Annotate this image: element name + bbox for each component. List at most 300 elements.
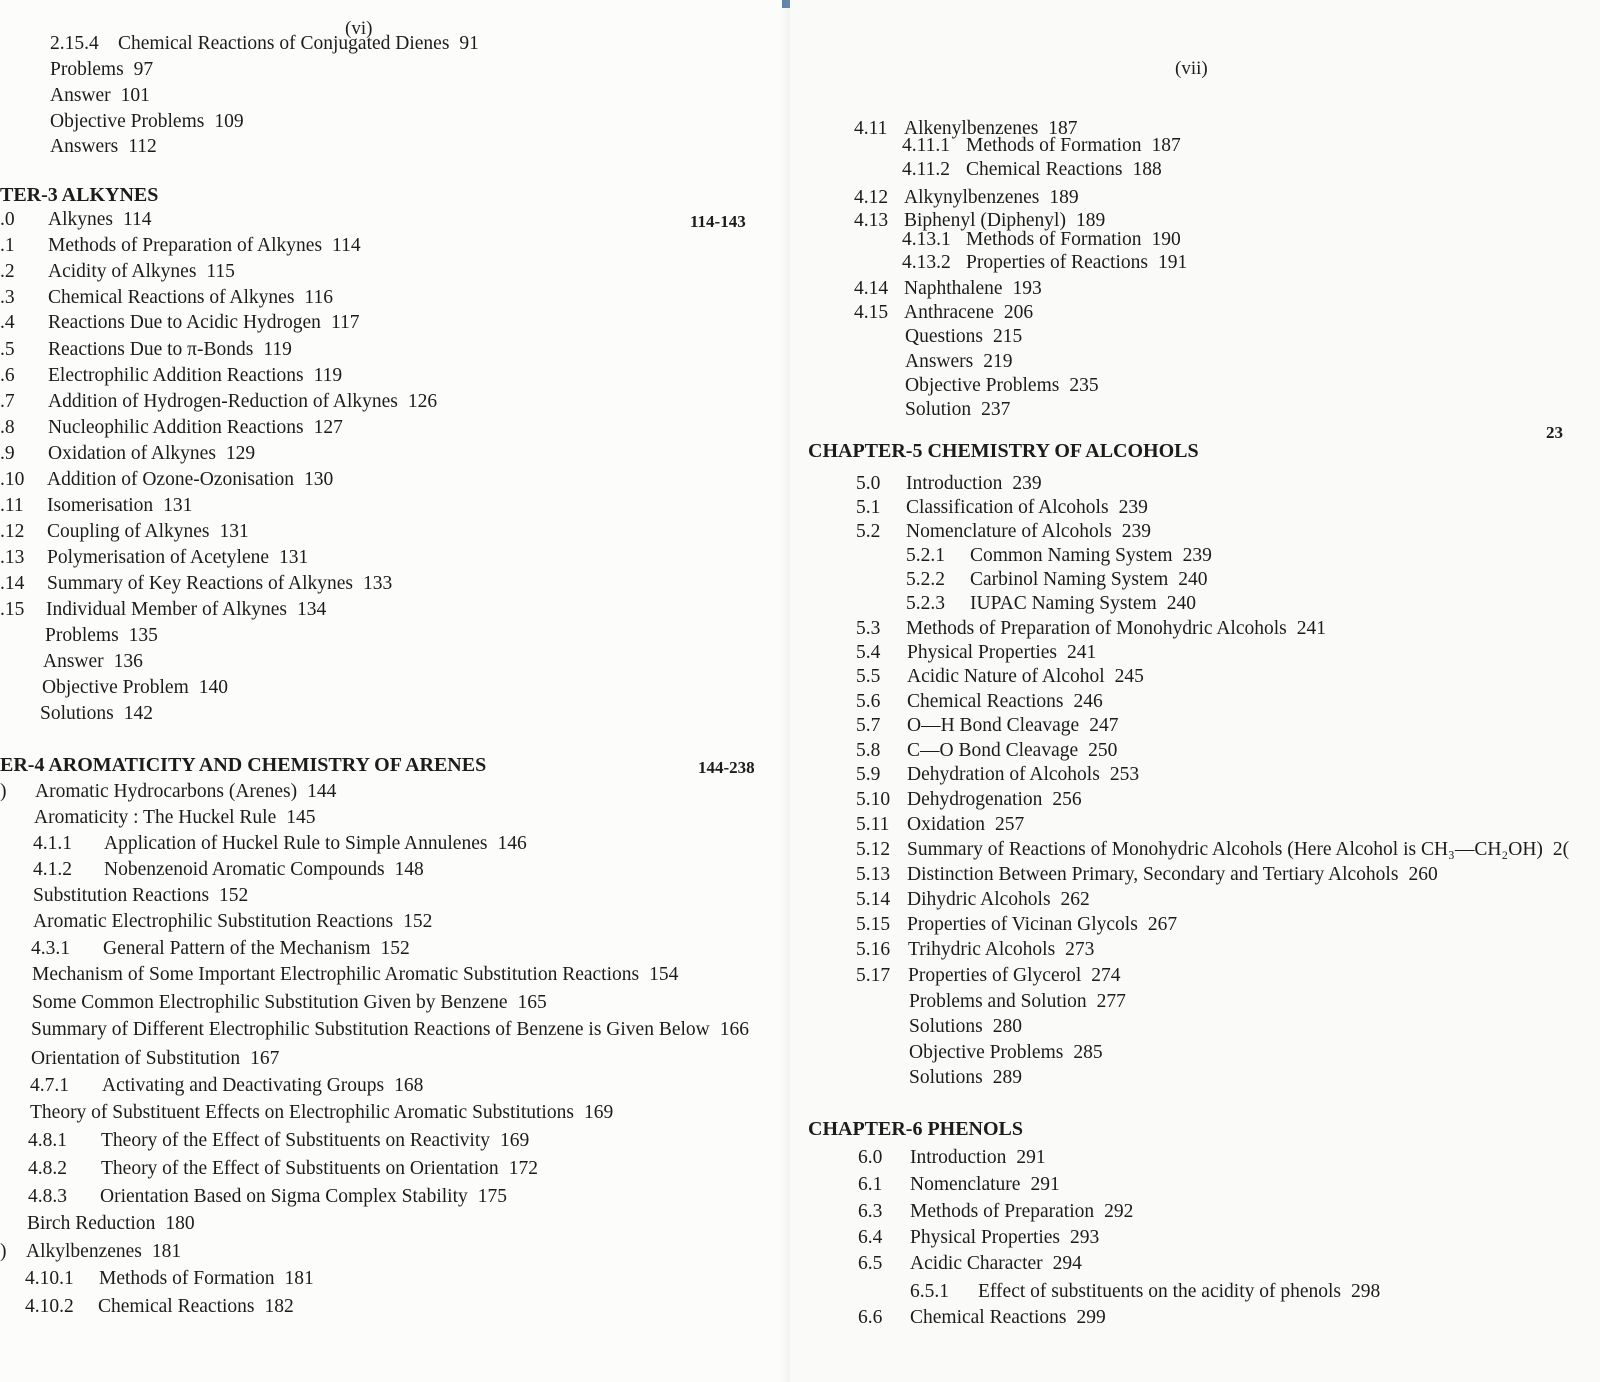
page-reference: 285	[1073, 1042, 1103, 1063]
entry-text	[33, 910, 432, 934]
entry-text	[118, 32, 479, 56]
section-title: Substitution Reactions	[33, 885, 210, 906]
section-title: Solutions	[909, 1067, 983, 1088]
entry-text	[910, 1173, 1060, 1197]
page-reference: 206	[1003, 302, 1034, 323]
section-number: 4.11.1	[902, 135, 951, 156]
page-reference: 172	[508, 1158, 538, 1179]
section-title: Electrophilic Addition Reactions	[48, 365, 304, 386]
section-title: Chemical Reactions	[966, 159, 1123, 180]
page-reference: 135	[128, 625, 158, 646]
section-number: 4.1.1	[33, 833, 72, 854]
entry-text	[30, 1101, 613, 1125]
section-number: 4.1.2	[33, 859, 72, 880]
section-title: Alkenylbenzenes	[904, 118, 1039, 139]
entry-text	[910, 1306, 1106, 1330]
entry-text	[48, 338, 292, 362]
page-reference: 165	[517, 992, 547, 1013]
page-reference: 240	[1178, 569, 1208, 590]
section-title: Summary of Reactions of Monohydric Alcohols (Here Alcohol is CH₃—CH₂OH)	[907, 839, 1543, 860]
section-title: Chemical Reactions of Conjugated Dienes	[118, 33, 450, 54]
section-title: IUPAC Naming System	[970, 593, 1157, 614]
section-title: Properties of Vicinan Glycols	[907, 914, 1138, 935]
page-reference: 239	[1012, 473, 1042, 494]
entry-text	[48, 286, 333, 310]
section-number: 2.15.4	[50, 33, 99, 54]
section-title: Coupling of Alkynes	[47, 521, 210, 542]
entry-text	[100, 1185, 507, 1209]
section-title: Physical Properties	[910, 1227, 1061, 1248]
section-number: 4.14	[854, 278, 889, 299]
entry-text	[908, 964, 1121, 988]
section-number: 4.12	[854, 187, 889, 208]
section-number: 4.15	[854, 302, 889, 323]
section-title: Orientation of Substitution	[31, 1048, 241, 1069]
section-number: 4.8.3	[28, 1186, 67, 1207]
entry-text	[907, 739, 1117, 763]
section-number: 5.7	[856, 715, 881, 736]
page-number: (vii)	[1175, 58, 1208, 79]
section-number: 6.6	[858, 1307, 883, 1328]
page-reference: 152	[219, 885, 249, 906]
entry-text	[35, 780, 336, 804]
page-reference: 97	[133, 59, 154, 80]
page-reference: 117	[330, 312, 360, 333]
page-number: (vi)	[345, 18, 373, 39]
section-number: .0	[0, 209, 15, 230]
entry-text	[26, 1240, 181, 1264]
section-title: Theory of the Effect of Substituents on Orientation	[101, 1158, 499, 1179]
entry-text	[904, 277, 1042, 301]
section-title: Chemical Reactions of Alkynes	[48, 287, 295, 308]
section-title: Methods of Preparation	[910, 1201, 1095, 1222]
page-reference: 169	[583, 1102, 614, 1123]
section-title: Introduction	[906, 473, 1003, 494]
section-title: Dehydration of Alcohols	[907, 764, 1100, 785]
section-title: Oxidation of Alkynes	[48, 443, 216, 464]
page-reference: 187	[1048, 118, 1078, 139]
section-title: Isomerisation	[47, 495, 154, 516]
page-reference: 289	[992, 1067, 1022, 1088]
section-number: 6.5.1	[910, 1281, 949, 1302]
entry-text	[48, 208, 152, 232]
section-title: C—O Bond Cleavage	[907, 740, 1079, 761]
section-number: 4.10.1	[25, 1268, 74, 1289]
chapter-5-heading: CHAPTER-5 CHEMISTRY OF ALCOHOLS	[808, 440, 1199, 462]
section-title: Problems	[50, 59, 124, 80]
entry-text	[48, 364, 342, 388]
section-title: Theory of the Effect of Substituents on Reactivity	[101, 1130, 491, 1151]
page-reference: 142	[123, 703, 153, 724]
chapter-3-heading: TER-3 ALKYNES	[0, 184, 159, 206]
page-reference: 241	[1296, 618, 1326, 639]
section-title: Trihydric Alcohols	[908, 939, 1056, 960]
section-number: 6.1	[858, 1174, 883, 1195]
section-title: Nomenclature	[910, 1174, 1021, 1195]
entry-text	[907, 788, 1082, 812]
section-title: Methods of Formation	[99, 1268, 275, 1289]
section-title: Methods of Formation	[966, 229, 1142, 250]
page-reference: 168	[394, 1075, 424, 1096]
section-number: .6	[0, 365, 15, 386]
entry-text	[48, 390, 437, 414]
page-reference: 112	[128, 136, 157, 157]
section-number: .13	[0, 547, 25, 568]
entry-text	[46, 598, 326, 622]
section-number: .5	[0, 339, 15, 360]
page-reference: 277	[1096, 991, 1126, 1012]
page-reference: 181	[151, 1241, 182, 1262]
section-title: O—H Bond Cleavage	[907, 715, 1080, 736]
section-number: 5.9	[856, 764, 881, 785]
entry-text	[99, 1267, 314, 1291]
page-reference: 189	[1075, 210, 1106, 231]
entry-text	[47, 572, 392, 596]
entry-text	[910, 1146, 1046, 1170]
section-title: Some Common Electrophilic Substitution Given by Benzene	[32, 992, 508, 1013]
section-title: Answers	[50, 136, 119, 157]
section-number: 5.10	[856, 789, 891, 810]
section-title: Application of Huckel Rule to Simple Annulenes	[104, 833, 488, 854]
section-number: 5.4	[856, 642, 881, 663]
page-reference: 119	[263, 339, 292, 360]
entry-text	[50, 84, 150, 108]
entry-text	[48, 311, 359, 335]
section-title: Methods of Preparation of Monohydric Alcohols	[906, 618, 1287, 639]
page-reference: 140	[198, 677, 229, 698]
page-reference: 260	[1408, 864, 1438, 885]
page-reference: 126	[407, 391, 438, 412]
page-reference: 119	[313, 365, 343, 386]
entry-text	[104, 832, 527, 856]
section-title: Solutions	[40, 703, 114, 724]
entry-text	[906, 617, 1326, 641]
section-number: 5.11	[856, 814, 890, 835]
page-reference: 193	[1012, 278, 1042, 299]
page-reference: 127	[313, 417, 343, 438]
entry-text	[907, 813, 1024, 837]
entry-text	[47, 546, 308, 570]
page-reference: 240	[1166, 593, 1196, 614]
entry-text	[45, 624, 158, 648]
section-number: .7	[0, 391, 15, 412]
section-number: 6.3	[858, 1201, 883, 1222]
page-reference: 262	[1060, 889, 1090, 910]
section-title: Dihydric Alcohols	[907, 889, 1051, 910]
section-title: Objective Problems	[905, 375, 1060, 396]
section-number: .14	[0, 573, 25, 594]
section-title: Alkylbenzenes	[26, 1241, 142, 1262]
entry-text	[32, 991, 547, 1015]
section-number: 5.12	[856, 839, 891, 860]
page-reference: 129	[225, 443, 256, 464]
entry-text	[910, 1252, 1082, 1276]
chapter-5-page-range: 23	[1546, 423, 1563, 442]
section-number: .1	[0, 235, 15, 256]
entry-text	[904, 301, 1033, 325]
page-reference: 181	[284, 1268, 314, 1289]
section-number: 4.13.2	[902, 252, 951, 273]
page-reference: 256	[1052, 789, 1082, 810]
entry-text	[50, 135, 157, 159]
page-reference: 187	[1151, 135, 1181, 156]
entry-text	[48, 260, 235, 284]
section-title: Aromatic Hydrocarbons (Arenes)	[35, 781, 298, 802]
entry-text	[48, 442, 255, 466]
section-title: Alkynylbenzenes	[904, 187, 1040, 208]
page-reference: 235	[1069, 375, 1099, 396]
page-reference: 146	[497, 833, 527, 854]
page-reference: 191	[1157, 252, 1188, 273]
section-number: 5.17	[856, 965, 891, 986]
entry-text	[50, 110, 244, 134]
entry-text	[907, 863, 1438, 887]
section-number: )	[0, 781, 7, 802]
section-title: Chemical Reactions	[907, 691, 1064, 712]
page-reference: 131	[279, 547, 309, 568]
section-title: Addition of Hydrogen-Reduction of Alkynes	[48, 391, 398, 412]
page-reference: 154	[649, 964, 679, 985]
page-reference: 131	[219, 521, 249, 542]
entry-text	[907, 838, 1569, 862]
section-title: Chemical Reactions	[910, 1307, 1067, 1328]
chapter-4-page-range: 144-238	[698, 758, 755, 777]
entry-text	[905, 350, 1013, 374]
entry-text	[104, 858, 424, 882]
section-number: 5.3	[856, 618, 881, 639]
section-title: Summary of Different Electrophilic Substitution Reactions of Benzene is Given Below	[31, 1019, 710, 1040]
page-reference: 241	[1067, 642, 1097, 663]
entry-text	[909, 1041, 1103, 1065]
entry-text	[42, 676, 228, 700]
section-title: Nomenclature of Alcohols	[906, 521, 1112, 542]
section-number: .11	[0, 495, 24, 516]
section-title: Biphenyl (Diphenyl)	[904, 210, 1066, 231]
section-title: Answer	[50, 85, 111, 106]
section-number: 5.2.2	[906, 569, 945, 590]
entry-text	[101, 1129, 529, 1153]
page-reference: 115	[206, 261, 235, 282]
entry-text	[904, 186, 1079, 210]
entry-text	[50, 58, 153, 82]
entry-text	[909, 1015, 1022, 1039]
entry-text	[33, 884, 248, 908]
section-title: Anthracene	[904, 302, 994, 323]
entry-text	[966, 228, 1181, 252]
right-page	[790, 0, 1600, 1382]
page-reference: 133	[363, 573, 393, 594]
section-number: 5.16	[856, 939, 891, 960]
page-reference: 239	[1121, 521, 1152, 542]
page-reference: 114	[332, 235, 361, 256]
section-title: Methods of Preparation of Alkynes	[48, 235, 323, 256]
section-number: .12	[0, 521, 25, 542]
page-reference: 239	[1118, 497, 1148, 518]
entry-text	[905, 325, 1022, 349]
entry-text	[905, 374, 1099, 398]
chapter-3-page-range: 114-143	[690, 212, 746, 231]
section-title: Acidic Nature of Alcohol	[907, 666, 1105, 687]
entry-text	[907, 888, 1090, 912]
page-reference: 152	[380, 938, 410, 959]
entry-text	[978, 1280, 1380, 1304]
section-number: 6.4	[858, 1227, 883, 1248]
entry-text	[909, 1066, 1022, 1090]
section-title: Acidity of Alkynes	[48, 261, 197, 282]
section-title: Mechanism of Some Important Electrophilic Aromatic Substitution Reactions	[32, 964, 640, 985]
page-reference: 267	[1147, 914, 1178, 935]
section-number: 4.3.1	[31, 938, 70, 959]
entry-text	[966, 158, 1162, 182]
section-title: Summary of Key Reactions of Alkynes	[47, 573, 353, 594]
section-number: 4.11.2	[902, 159, 951, 180]
section-title: Problems and Solution	[909, 991, 1087, 1012]
entry-text	[907, 763, 1139, 787]
entry-text	[966, 251, 1187, 275]
page-reference: 188	[1132, 159, 1162, 180]
section-title: Answer	[43, 651, 104, 672]
section-number: 4.8.1	[28, 1130, 67, 1151]
section-title: Activating and Deactivating Groups	[102, 1075, 385, 1096]
section-title: Solution	[905, 399, 972, 420]
section-number: 5.2	[856, 521, 881, 542]
section-number: .10	[0, 469, 25, 490]
page-reference: 175	[477, 1186, 508, 1207]
page-reference: 274	[1091, 965, 1121, 986]
section-number: 4.11	[854, 118, 888, 139]
section-title: Oxidation	[907, 814, 985, 835]
page-reference: 116	[304, 287, 333, 308]
section-number: 4.13	[854, 210, 889, 231]
entry-text	[48, 234, 361, 258]
section-title: Individual Member of Alkynes	[46, 599, 287, 620]
section-title: Introduction	[910, 1147, 1007, 1168]
page-reference: 189	[1049, 187, 1079, 208]
section-title: Aromatic Electrophilic Substitution Reactions	[33, 911, 394, 932]
page-reference: 152	[403, 911, 433, 932]
entry-text	[47, 520, 249, 544]
section-title: Distinction Between Primary, Secondary and Tertiary Alcohols	[907, 864, 1399, 885]
page-reference: 136	[113, 651, 143, 672]
section-title: Alkynes	[48, 209, 113, 230]
entry-text	[906, 472, 1042, 496]
section-title: Nucleophilic Addition Reactions	[48, 417, 304, 438]
chapter-4-heading: ER-4 AROMATICITY AND CHEMISTRY OF ARENES	[0, 754, 487, 776]
section-number: 5.14	[856, 889, 891, 910]
page-reference: 215	[993, 326, 1023, 347]
section-number: 5.0	[856, 473, 881, 494]
section-number: 4.13.1	[902, 229, 951, 250]
section-title: Reactions Due to Acidic Hydrogen	[48, 312, 321, 333]
page-reference: 291	[1016, 1147, 1046, 1168]
entry-text	[907, 913, 1177, 937]
section-number: 5.1	[856, 497, 881, 518]
page-reference: 145	[286, 807, 316, 828]
section-title: Properties of Reactions	[966, 252, 1148, 273]
section-title: Reactions Due to π-Bonds	[48, 339, 254, 360]
section-number: 4.7.1	[30, 1075, 69, 1096]
section-title: Questions	[905, 326, 983, 347]
page-reference: 101	[120, 85, 150, 106]
section-title: Acidic Character	[910, 1253, 1043, 1274]
entry-text	[47, 468, 333, 492]
page-reference: 190	[1151, 229, 1181, 250]
section-title: General Pattern of the Mechanism	[103, 938, 371, 959]
entry-text	[970, 544, 1212, 568]
section-title: Aromaticity : The Huckel Rule	[34, 807, 277, 828]
page-reference: 247	[1089, 715, 1119, 736]
page-reference: 253	[1109, 764, 1140, 785]
page-reference: 169	[500, 1130, 530, 1151]
page-reference: 166	[719, 1019, 749, 1040]
page-reference: 130	[303, 469, 334, 490]
section-number: .8	[0, 417, 15, 438]
page-reference: 2(	[1552, 839, 1570, 860]
entry-text	[40, 702, 153, 726]
page-reference: 109	[214, 111, 244, 132]
entry-text	[906, 520, 1151, 544]
section-title: Orientation Based on Sigma Complex Stability	[100, 1186, 468, 1207]
section-title: Theory of Substituent Effects on Electrophilic Aromatic Substitutions	[30, 1102, 574, 1123]
entry-text	[102, 1074, 423, 1098]
section-title: Carbinol Naming System	[970, 569, 1169, 590]
left-page	[0, 0, 790, 1382]
page-reference: 167	[250, 1048, 280, 1069]
entry-text	[970, 568, 1208, 592]
page-reference: 91	[459, 33, 479, 54]
section-number: .3	[0, 287, 15, 308]
page-reference: 237	[981, 399, 1011, 420]
page-reference: 257	[995, 814, 1025, 835]
page-reference: 180	[165, 1213, 195, 1234]
entry-text	[966, 134, 1181, 158]
section-title: Physical Properties	[907, 642, 1058, 663]
entry-text	[43, 650, 143, 674]
section-title: Objective Problems	[909, 1042, 1064, 1063]
section-number: .15	[0, 599, 25, 620]
section-number: .4	[0, 312, 15, 333]
section-title: Common Naming System	[970, 545, 1173, 566]
entry-text	[31, 1047, 279, 1071]
page-reference: 131	[163, 495, 193, 516]
entry-text	[910, 1200, 1133, 1224]
section-title: Addition of Ozone-Ozonisation	[47, 469, 294, 490]
entry-text	[907, 641, 1096, 665]
section-title: Classification of Alcohols	[906, 497, 1109, 518]
entry-text	[907, 665, 1144, 689]
section-number: 5.2.3	[906, 593, 945, 614]
page-reference: 134	[297, 599, 327, 620]
page-reference: 148	[394, 859, 424, 880]
entry-text	[47, 494, 192, 518]
section-title: Nobenzenoid Aromatic Compounds	[104, 859, 385, 880]
entry-text	[48, 416, 343, 440]
page-reference: 250	[1088, 740, 1118, 761]
section-title: Properties of Glycerol	[908, 965, 1082, 986]
page-reference: 245	[1114, 666, 1144, 687]
section-title: Objective Problem	[42, 677, 189, 698]
page-reference: 294	[1052, 1253, 1082, 1274]
page-reference: 291	[1030, 1174, 1060, 1195]
entry-text	[908, 938, 1094, 962]
section-title: Problems	[45, 625, 119, 646]
section-number: .9	[0, 443, 15, 464]
section-number: 5.5	[856, 666, 881, 687]
section-title: Answers	[905, 351, 974, 372]
section-number: 6.5	[858, 1253, 883, 1274]
section-number: 5.8	[856, 740, 881, 761]
section-number: 4.10.2	[25, 1296, 74, 1317]
